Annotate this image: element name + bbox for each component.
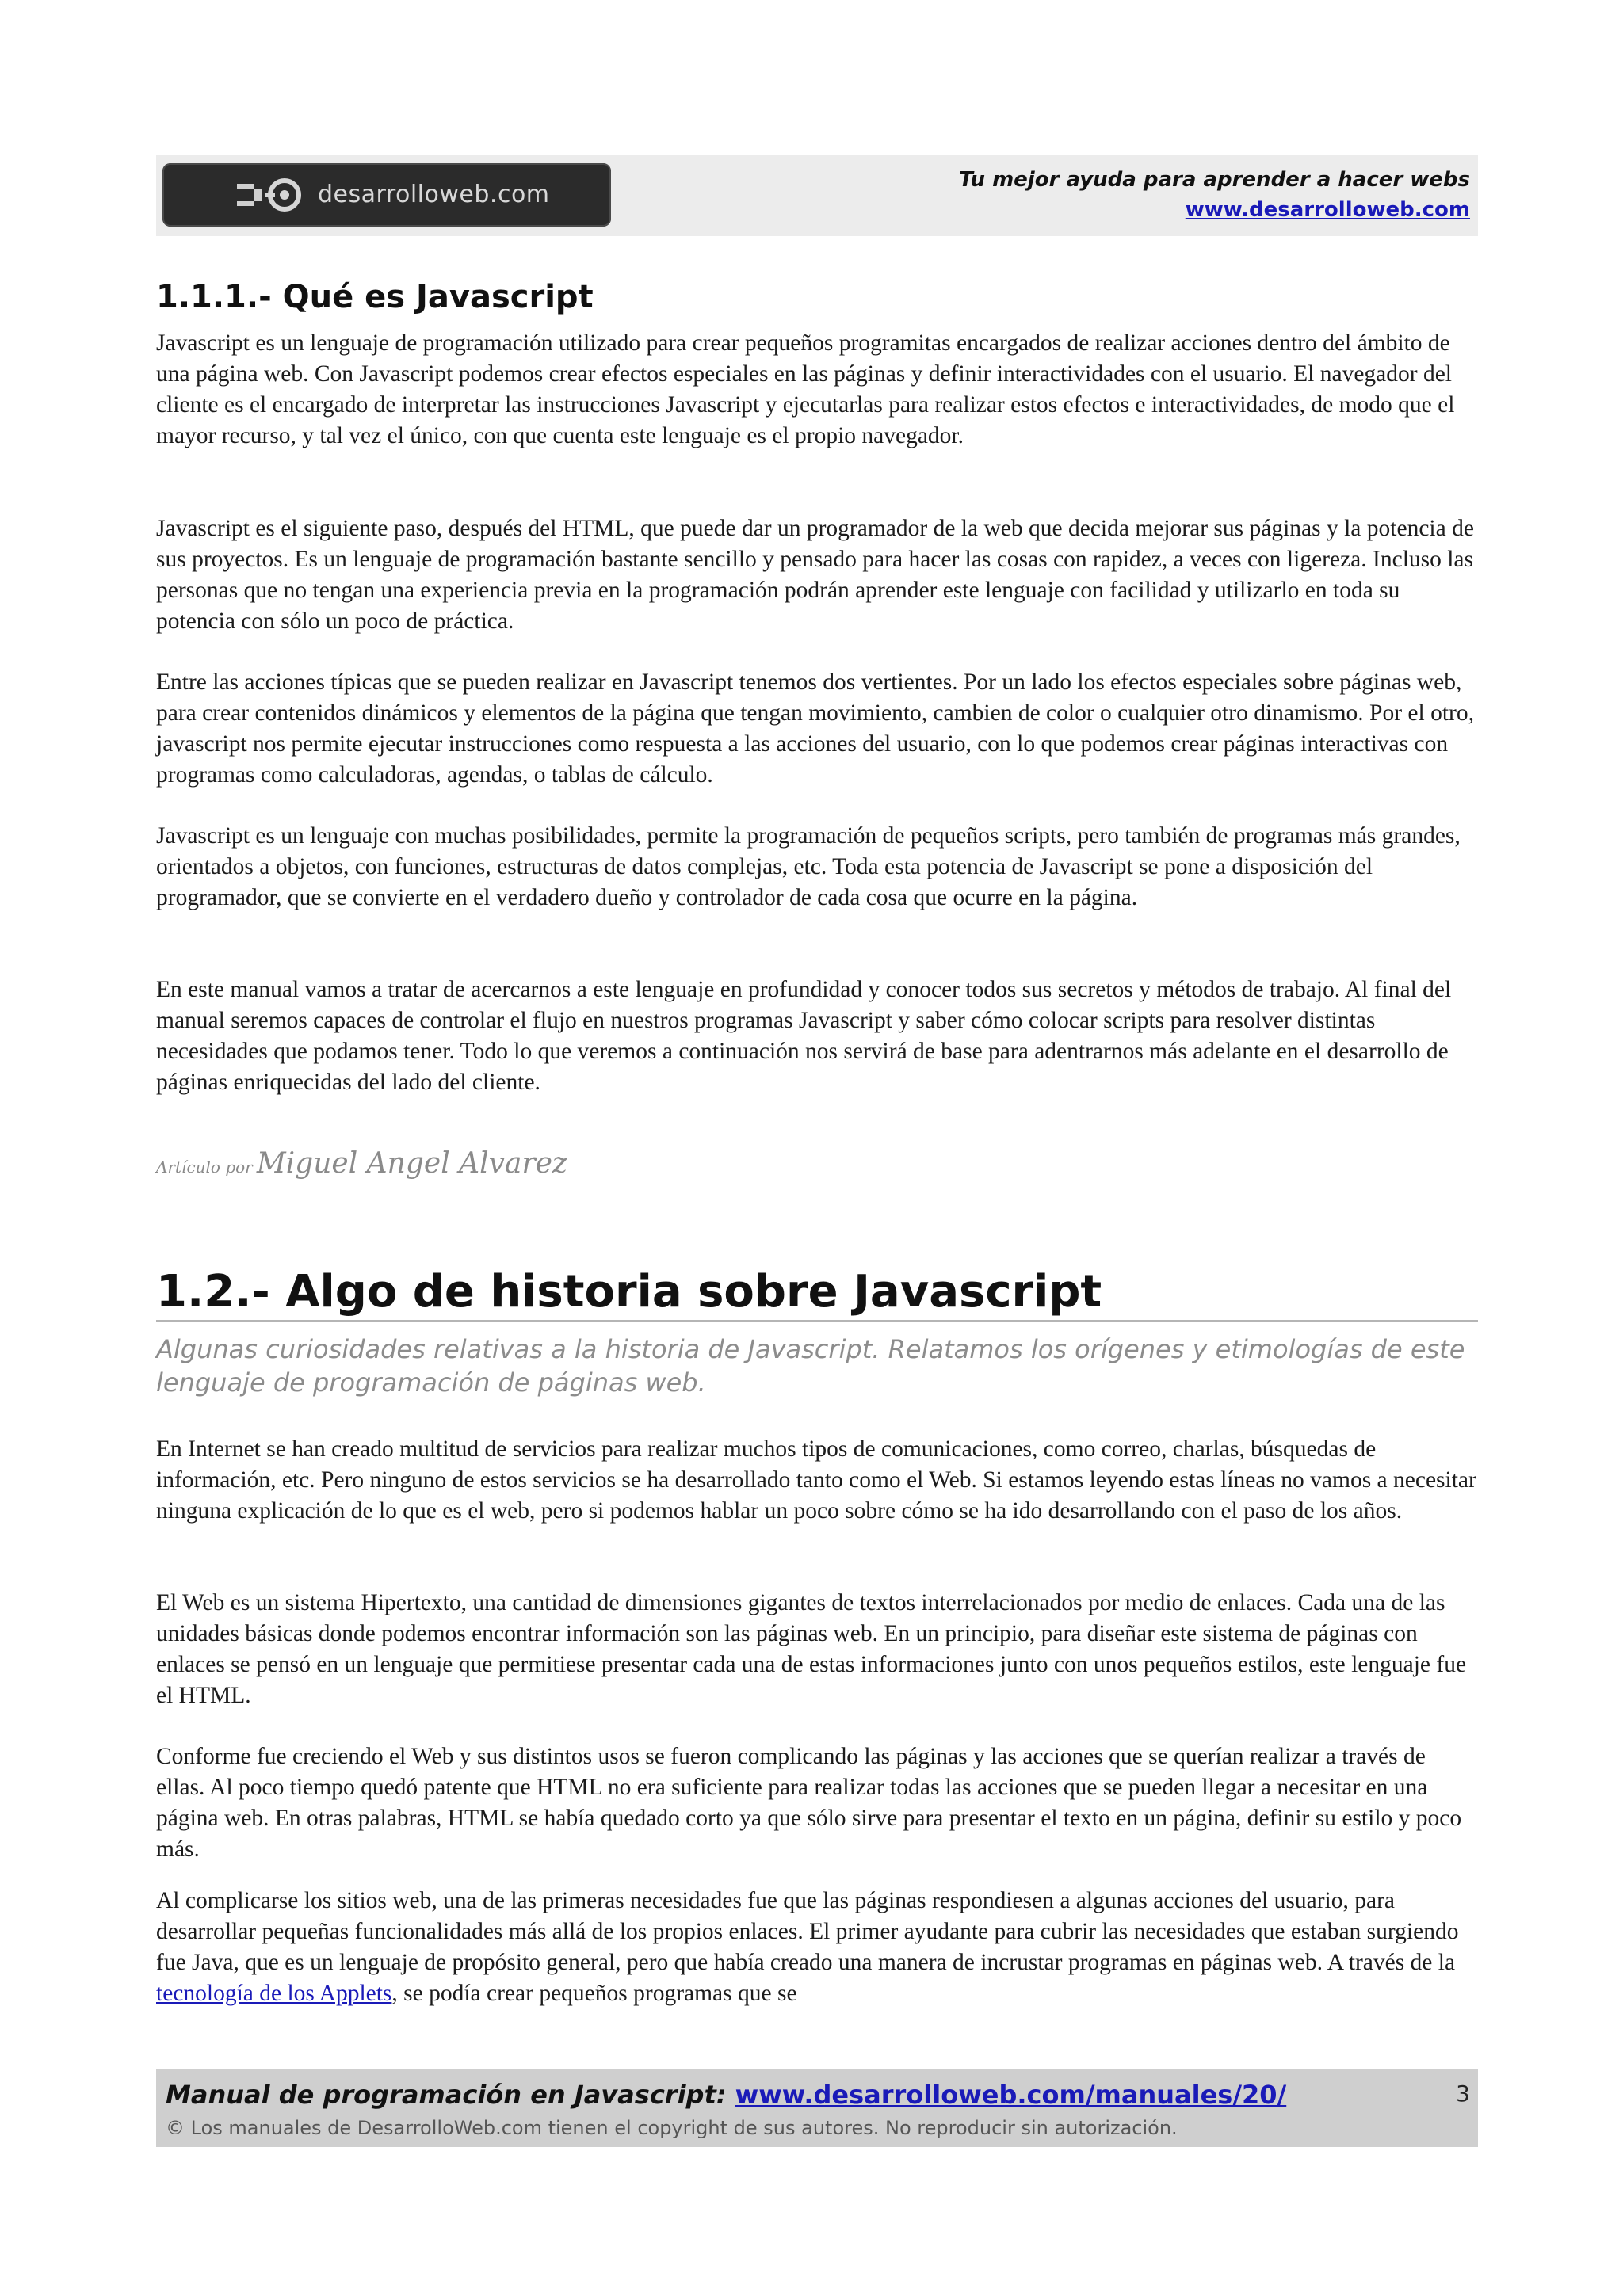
paragraph: Conforme fue creciendo el Web y sus distintos usos se fueron complicando las páginas y las acciones que se querían realizar a través de ellas. Al poco tiempo quedó patente que HTML no era suficiente para realizar todas las acciones que se pueden llegar a necesitar en una página web. En otras palabras, HTML se había quedado corto ya que sólo sirve para presentar el texto en un página, definir su estilo y poco más. bbox=[156, 1744, 1462, 1862]
header-tagline: Tu mejor ayuda para aprender a hacer webs bbox=[959, 168, 1470, 192]
paragraph: Javascript es un lenguaje con muchas posibilidades, permite la programación de pequeños scripts, pero también de programas más grandes, orientados a objetos, con funciones, estructuras de datos complejas, etc. Toda esta potencia de Javascript se pone a disposición del programador, que se convierte en el verdadero dueño y controlador de cada cosa que ocurre en la página. bbox=[156, 823, 1461, 910]
byline-prefix: Artículo por bbox=[156, 1158, 253, 1177]
section-heading-historia: 1.2.- Algo de historia sobre Javascript bbox=[156, 1264, 1478, 1322]
paragraph: Entre las acciones típicas que se pueden realizar en Javascript tenemos dos vertientes. Por un lado los efectos especiales sobre páginas web, para crear contenidos dinámicos y elementos de la página que tengan movimiento, cambien de color o cualquier otro dinamismo. Por el otro, javascript nos permite ejecutar instrucciones como respuesta a las acciones del usuario, con lo que podemos crear páginas interactivas con programas como calculadoras, agendas, o tablas de cálculo. bbox=[156, 669, 1474, 788]
page-header bbox=[156, 155, 1478, 236]
footer-copyright: © Los manuales de DesarrolloWeb.com tienen el copyright de sus autores. No reproducir sin autorización. bbox=[166, 2117, 1178, 2139]
paragraph-text: Al complicarse los sitios web, una de las primeras necesidades fue que las páginas respondiesen a algunas acciones del usuario, para desarrollar pequeñas funcionalidades más allá de los propios enlaces. El primer ayudante para cubrir las necesidades que estaban surgiendo fue Java, que es un lenguaje de propósito general, pero que había creado una manera de incrustar programas en páginas web. A través de la bbox=[156, 1888, 1459, 1975]
footer-manual-link[interactable]: www.desarrolloweb.com/manuales/20/ bbox=[735, 2080, 1287, 2110]
paragraph: En Internet se han creado multitud de servicios para realizar muchos tipos de comunicaciones, como correo, charlas, búsquedas de información, etc. Pero ninguno de estos servicios se ha desarrollado tanto como el Web. Si estamos leyendo estas líneas no vamos a necesitar ninguna explicación de lo que es el web, pero si podemos hablar un poco sobre cómo se ha ido desarrollando con el paso de los años. bbox=[156, 1436, 1476, 1524]
page-footer bbox=[156, 2069, 1478, 2147]
paragraph bbox=[156, 1886, 1478, 2009]
header-site-link[interactable]: www.desarrolloweb.com bbox=[1185, 198, 1470, 222]
header-tagline-block bbox=[959, 165, 1470, 225]
applets-link[interactable]: tecnología de los Applets bbox=[156, 1981, 392, 2006]
section-subtitle: Algunas curiosidades relativas a la historia de Javascript. Relatamos los orígenes y etimologías de este lenguaje de programación de páginas web. bbox=[156, 1334, 1465, 1398]
paragraph: Javascript es el siguiente paso, después del HTML, que puede dar un programador de la web que decida mejorar sus páginas y la potencia de sus proyectos. Es un lenguaje de programación bastante sencillo y pensado para hacer las cosas con rapidez, a veces con ligereza. Incluso las personas que no tengan una experiencia previa en la programación podrán aprender este lenguaje con facilidad y utilizarlo en toda su potencia con sólo un poco de práctica. bbox=[156, 516, 1474, 634]
paragraph: Javascript es un lenguaje de programación utilizado para crear pequeños programitas encargados de realizar acciones dentro del ámbito de una página web. Con Javascript podemos crear efectos especiales en las páginas y definir interactividades con el usuario. El navegador del cliente es el encargado de interpretar las instrucciones Javascript y ejecutarlas para realizar estos efectos e interactividades, de modo que el mayor recurso, y tal vez el único, con que cuenta este lenguaje es el propio navegador. bbox=[156, 330, 1455, 448]
paragraph: El Web es un sistema Hipertexto, una cantidad de dimensiones gigantes de textos interrelacionados por medio de enlaces. Cada una de las unidades básicas donde podemos encontrar información son las páginas web. En un principio, para diseñar este sistema de páginas con enlaces se pensó en un lenguaje que permitiese presentar cada una de estas informaciones junto con unos pequeños estilos, este lenguaje fue el HTML. bbox=[156, 1590, 1467, 1708]
footer-manual-label: Manual de programación en Javascript: bbox=[166, 2080, 735, 2110]
site-logo[interactable] bbox=[162, 163, 611, 227]
footer-manual-title bbox=[166, 2077, 1286, 2112]
byline-author: Miguel Angel Alvarez bbox=[256, 1147, 567, 1180]
page-number: 3 bbox=[1456, 2081, 1470, 2107]
logo-mark-icon bbox=[235, 177, 315, 212]
paragraph: En este manual vamos a tratar de acercarnos a este lenguaje en profundidad y conocer todos sus secretos y métodos de trabajo. Al final del manual seremos capaces de controlar el flujo en nuestros programas Javascript y saber cómo colocar scripts para resolver distintas necesidades que podamos tener. Todo lo que veremos a continuación nos servirá de base para adentrarnos más adelante en el desarrollo de páginas enriquecidas del lado del cliente. bbox=[156, 977, 1452, 1095]
section-heading-que-es-javascript: 1.1.1.- Qué es Javascript bbox=[156, 279, 594, 315]
article-byline bbox=[156, 1147, 567, 1180]
paragraph-text: , se podía crear pequeños programas que se bbox=[391, 1981, 797, 2006]
logo-text: desarrolloweb.com bbox=[318, 181, 550, 208]
